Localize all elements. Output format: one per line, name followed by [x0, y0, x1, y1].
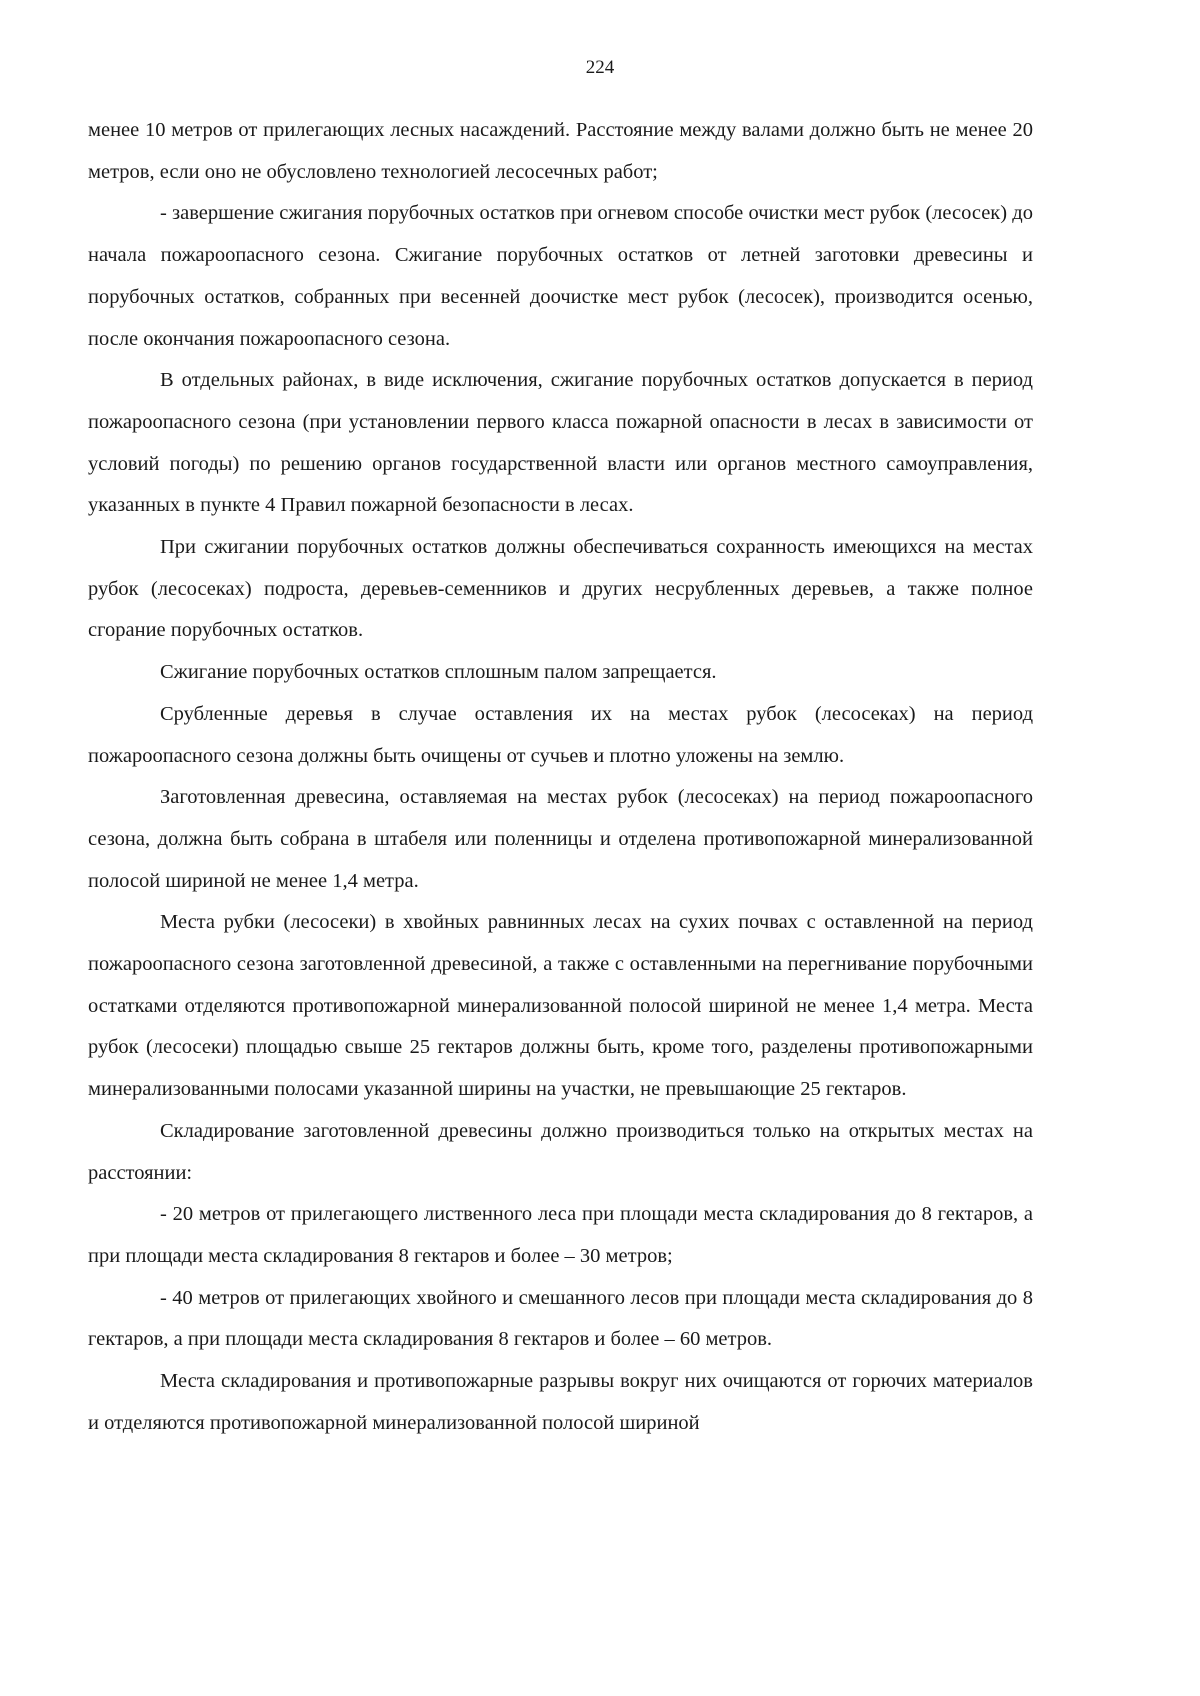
document-body — [88, 110, 1033, 1445]
paragraph-continuation: менее 10 метров от прилегающих лесных насаждений. Расстояние между валами должно быть не менее 20 метров, если оно не обусловлено технологией лесосечных работ; — [88, 119, 1033, 183]
paragraph-exception-districts: В отдельных районах, в виде исключения, сжигание порубочных остатков допускается в период пожароопасного сезона (при установлении первого класса пожарной опасности в лесах в зависимости от условий погоды) по решению органов государственной власти или органов местного самоуправления, указанных в пункте 4 Правил пожарной безопасности в лесах. — [88, 369, 1033, 517]
paragraph-storage-deciduous: - 20 метров от прилегающего лиственного леса при площади места складирования до 8 гектаров, а при площади места складирования 8 гектаров и более – 30 метров; — [88, 1203, 1033, 1267]
paragraph-coniferous-sites: Места рубки (лесосеки) в хвойных равнинных лесах на сухих почвах с оставленной на период пожароопасного сезона заготовленной древесиной, а также с оставленными на перегнивание порубочными остатками отделяются противопожарной минерализованной полосой шириной не менее 1,4 метра. Места рубок (лесосеки) площадью свыше 25 гектаров должны быть, кроме того, разделены противопожарными минерализованными полосами указанной ширины на участки, не превышающие 25 гектаров. — [88, 911, 1033, 1101]
page-number: 224 — [585, 57, 615, 78]
paragraph-felled-trees: Срубленные деревья в случае оставления их на местах рубок (лесосеках) на период пожароопасного сезона должны быть очищены от сучьев и плотно уложены на землю. — [88, 702, 1033, 767]
paragraph-burning-safety: При сжигании порубочных остатков должны обеспечиваться сохранность имеющихся на местах рубок (лесосеках) подроста, деревьев-семенников и других несрубленных деревьев, а также полное сгорание порубочных остатков. — [88, 536, 1033, 642]
paragraph-storage-coniferous: - 40 метров от прилегающих хвойного и смешанного лесов при площади места складирования до 8 гектаров, а при площади места складирования 8 гектаров и более – 60 метров. — [88, 1286, 1033, 1351]
paragraph-harvested-wood: Заготовленная древесина, оставляемая на местах рубок (лесосеках) на период пожароопасного сезона, должна быть собрана в штабеля или поленницы и отделена противопожарной минерализованной полосой шириной не менее 1,4 метра. — [88, 786, 1033, 892]
paragraph-storage-clearing: Места складирования и противопожарные разрывы вокруг них очищаются от горючих материалов и отделяются противопожарной минерализованной полосой шириной — [88, 1370, 1033, 1434]
paragraph-continuous-fire-ban: Сжигание порубочных остатков сплошным палом запрещается. — [160, 661, 717, 684]
paragraph-burning-completion: - завершение сжигания порубочных остатков при огневом способе очистки мест рубок (лесосек) до начала пожароопасного сезона. Сжигание порубочных остатков от летней заготовки древесины и порубочных остатков, собранных при весенней доочистке мест рубок (лесосек), производится осенью, после окончания пожароопасного сезона. — [88, 202, 1033, 350]
paragraph-storage-intro: Складирование заготовленной древесины должно производиться только на открытых местах на расстоянии: — [88, 1119, 1033, 1184]
